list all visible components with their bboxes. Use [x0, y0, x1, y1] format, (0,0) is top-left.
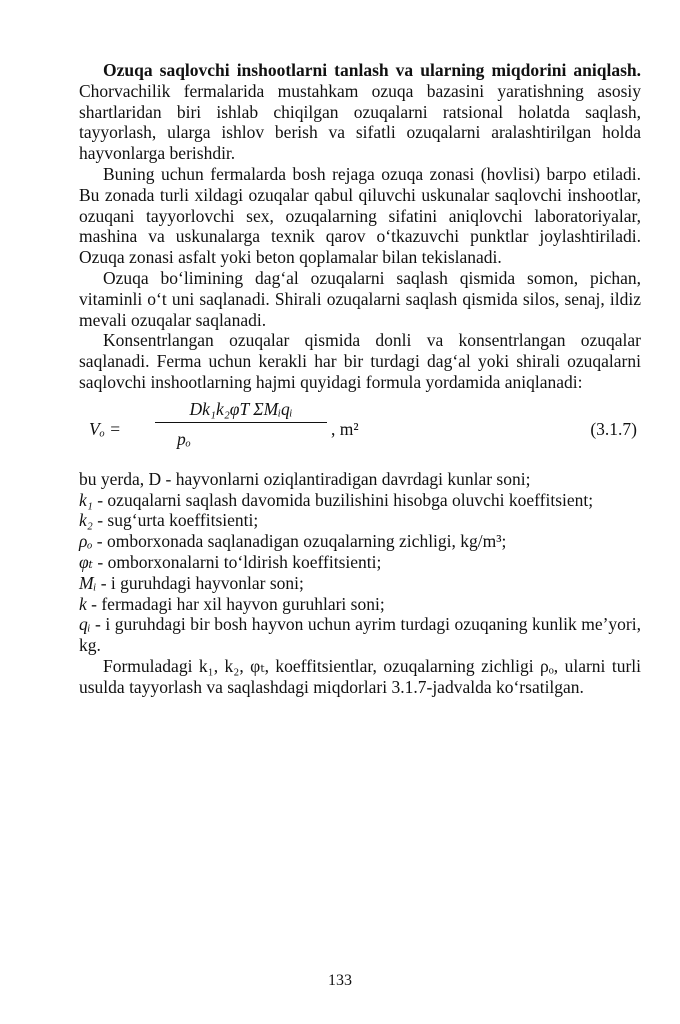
definition-1 [79, 490, 641, 511]
formula-unit: , m² [331, 418, 359, 439]
paragraph-1 [79, 60, 641, 164]
page-text-block [79, 60, 641, 698]
paragraph-last: Formuladagi k₁, k₂, φₜ, koeffitsientlar, ozuqalarning zichligi ρₒ, ularni turli usulda tayyorlash va saqlashdagi miqdorlari 3.1.7-jadvalda ko‘rsatilgan. [79, 655, 641, 697]
definition-text: - i guruhdagi hayvonlar soni; [96, 572, 304, 593]
definition-6 [79, 594, 641, 615]
formula-denominator: pₒ [177, 428, 191, 449]
definition-4 [79, 552, 641, 573]
paragraph-1-body: Chorvachilik fermalarida mustahkam ozuqa bazasini yaratishning asosiy shartlaridan biri ishlab chiqilgan ozuqalarni ratsional holatda saqlash, tayyorlash, ularga ishlov berish va sifatli ozuqalarni aralashtirilgan holda hayvonlarga berishdir. [79, 80, 641, 164]
definition-text: - ozuqalarni saqlash davomida buzilishini hisobga oluvchi koeffitsient; [92, 489, 594, 510]
formula-number: (3.1.7) [590, 418, 637, 439]
formula-3-1-7 [79, 393, 641, 469]
definition-symbol: qᵢ [79, 614, 91, 635]
paragraph-2: Buning uchun fermalarda bosh rejaga ozuqa zonasi (hovlisi) barpo etiladi. Bu zonada turli xildagi ozuqalar qabul qiluvchi uskunalar saqlovchi inshootlar, ozuqani tayyorlovchi sex, ozuqalarning sifatini aniqlovchi laboratoriyalar, mashina va uskunalarga texnik qarov o‘tkazuvchi punktlar joylashtiriladi. Ozuqa zonasi asfalt yoki beton qoplamalar bilan tekislanadi. [79, 163, 641, 268]
paragraph-3: Ozuqa bo‘limining dag‘al ozuqalarni saqlash qismida somon, pichan, vitaminli o‘t uni saqlanadi. Shirali ozuqalarni saqlash qismida silos, senaj, ildiz mevali ozuqalar saqlanadi. [79, 267, 641, 330]
definition-symbol: φₜ [79, 551, 93, 572]
definition-5 [79, 573, 641, 594]
definition-3 [79, 531, 641, 552]
formula-lhs: Vₒ = [89, 418, 121, 439]
paragraph-4: Konsentrlangan ozuqalar qismida donli va konsentrlangan ozuqalar saqlanadi. Ferma uchun kerakli har bir turdagi dag‘al yoki shirali ozuqalarni saqlovchi inshootlarning hajmi quyidagi formula yordamida aniqlanadi: [79, 330, 641, 392]
definition-text: bu yerda, D - hayvonlarni oziqlantiradigan davrdagi kunlar soni; [79, 468, 531, 489]
formula-fraction [155, 399, 327, 450]
definition-symbol: Mᵢ [79, 572, 97, 593]
formula-numerator: Dk₁k₂φT ΣMᵢqᵢ [155, 399, 327, 423]
definition-2 [79, 510, 641, 531]
definition-symbol: k₁ [79, 489, 93, 510]
definition-7 [79, 614, 641, 656]
definition-symbol: k₂ [79, 510, 93, 531]
definition-symbol: k [79, 593, 87, 614]
definition-text: - i guruhdagi bir bosh hayvon uchun ayrim turdagi ozuqaning kunlik me’yori, kg. [79, 614, 641, 656]
definition-text: - omborxonada saqlanadigan ozuqalarning zichligi, kg/m³; [92, 531, 507, 552]
definition-0 [79, 469, 641, 490]
definition-text: - sug‘urta koeffitsienti; [92, 510, 259, 531]
definition-text: - fermadagi har xil hayvon guruhlari soni; [86, 593, 385, 614]
section-heading: Ozuqa saqlovchi inshootlarni tanlash va ularning miqdorini aniqlash. [103, 60, 641, 80]
page-number: 133 [328, 972, 352, 989]
definition-text: - omborxonalarni to‘ldirish koeffitsienti; [93, 551, 382, 572]
definition-symbol: ρₒ [79, 531, 93, 552]
